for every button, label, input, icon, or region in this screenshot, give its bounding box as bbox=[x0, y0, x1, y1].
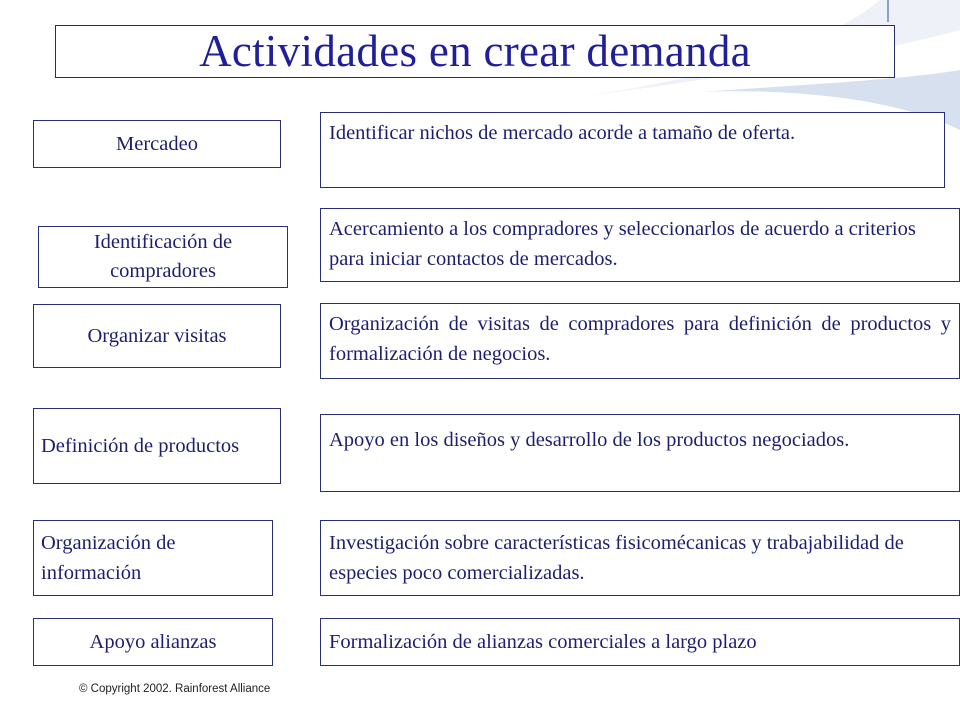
label-box-identificacion bbox=[38, 226, 288, 288]
label-box-apoyo-alianzas bbox=[33, 618, 273, 666]
description-text: Identificar nichos de mercado acorde a tamaño de oferta. bbox=[329, 122, 796, 144]
description-box-identificacion bbox=[320, 208, 960, 282]
label-box-mercadeo bbox=[33, 120, 281, 168]
description-text: Organización de visitas de compradores para definición de productos y formalización de negocios. bbox=[329, 313, 951, 365]
copyright-notice: © Copyright 2002. Rainforest Alliance bbox=[79, 683, 271, 695]
description-box-mercadeo bbox=[320, 112, 945, 188]
description-text: Acercamiento a los compradores y seleccionarlos de acuerdo a criterios para iniciar contactos de mercados. bbox=[329, 218, 916, 270]
description-text: Investigación sobre características fisicomécanicas y trabajabilidad de especies poco comercializadas. bbox=[329, 532, 904, 584]
description-text: Formalización de alianzas comerciales a largo plazo bbox=[329, 631, 757, 653]
description-box-definicion-productos bbox=[320, 414, 960, 492]
label-text: Apoyo alianzas bbox=[89, 631, 217, 653]
label-text: Organización de información bbox=[41, 532, 176, 584]
description-box-organizar-visitas bbox=[320, 303, 960, 379]
label-text: Mercadeo bbox=[116, 133, 198, 155]
title-box bbox=[55, 25, 895, 78]
label-text: Organizar visitas bbox=[87, 325, 227, 347]
label-text: Identificación de compradores bbox=[93, 231, 233, 282]
description-box-apoyo-alianzas bbox=[320, 618, 960, 666]
label-box-organizar-visitas bbox=[33, 304, 281, 368]
label-box-definicion-productos bbox=[33, 408, 281, 484]
label-box-organizacion-informacion bbox=[33, 520, 273, 596]
description-text: Apoyo en los diseños y desarrollo de los productos negociados. bbox=[329, 429, 850, 451]
label-text: Definición de productos bbox=[41, 435, 240, 457]
description-box-organizacion-informacion bbox=[320, 520, 960, 596]
page-title: Actividades en crear demanda bbox=[199, 26, 751, 76]
